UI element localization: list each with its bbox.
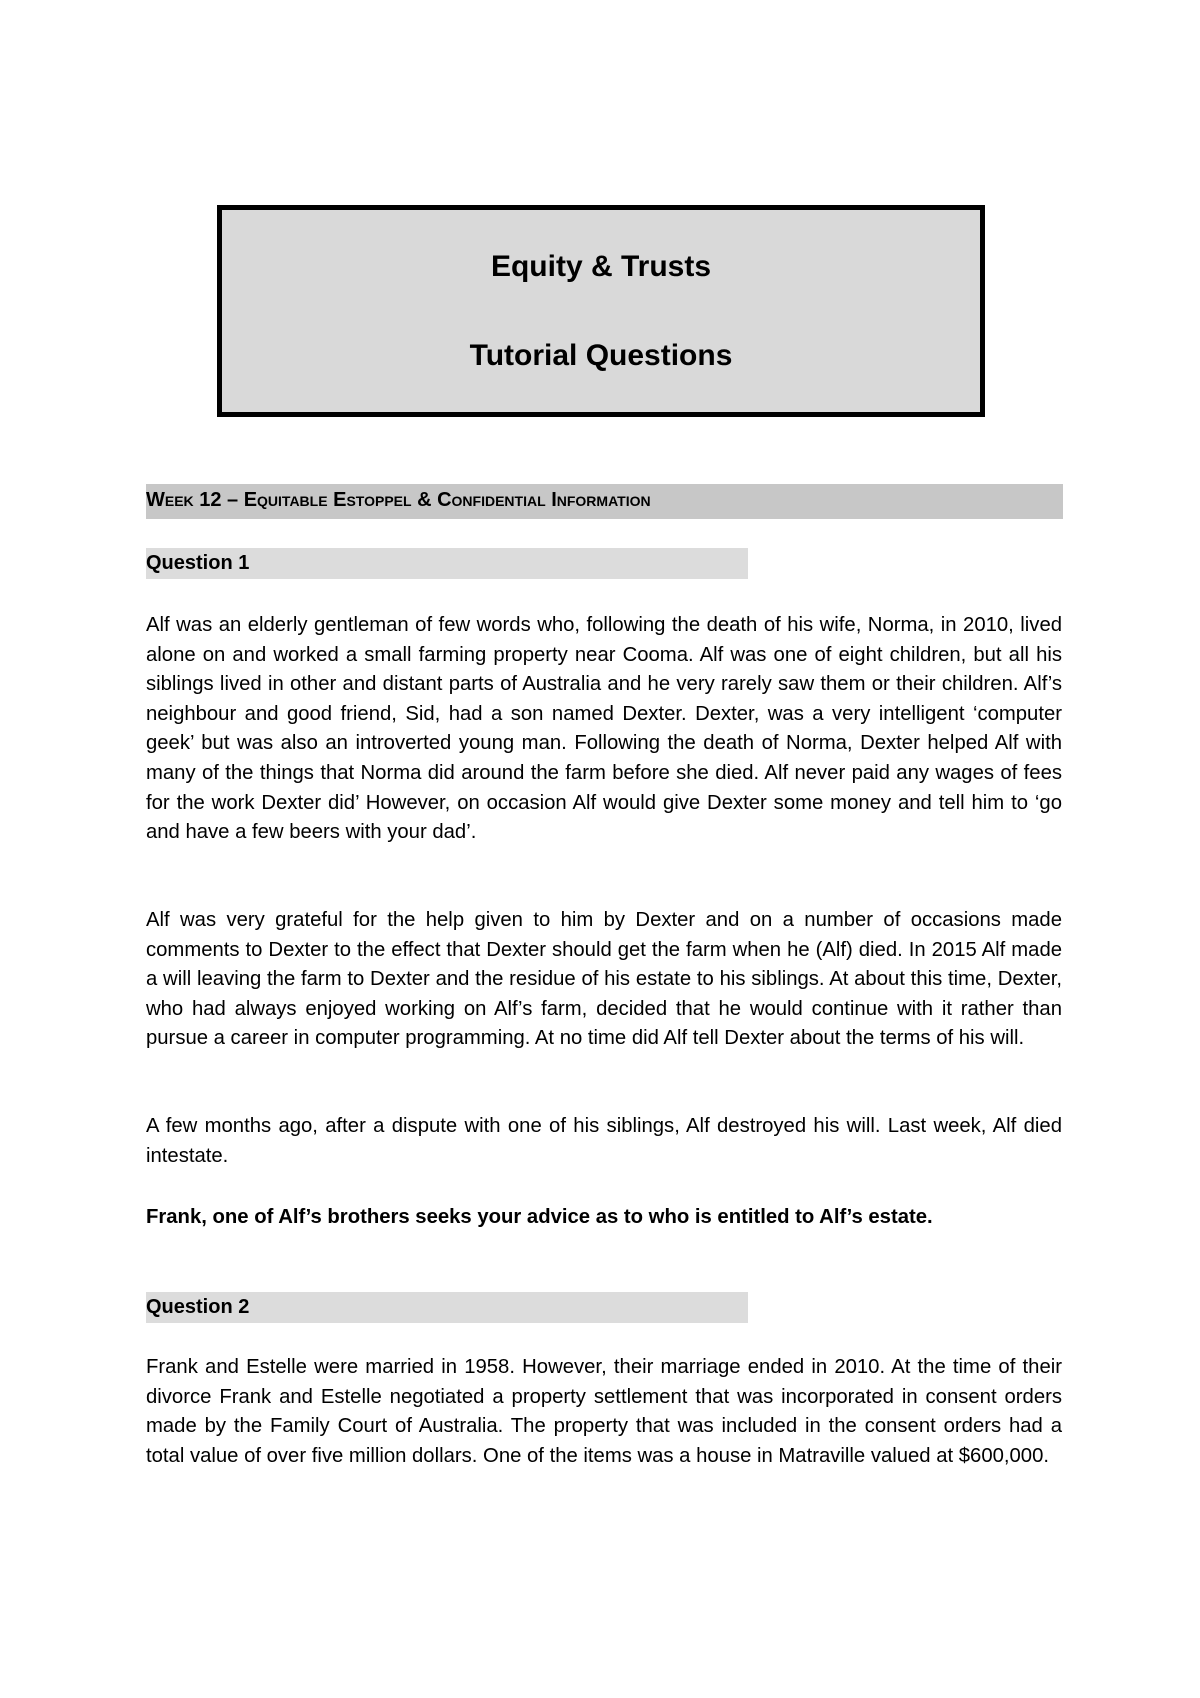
question-2-label: Question 2	[146, 1296, 250, 1318]
document-subtitle: Tutorial Questions	[469, 339, 733, 372]
question-1-heading-bar	[146, 548, 748, 579]
question-1-paragraph-2: Alf was very grateful for the help given to him by Dexter and on a number of occasions made comments to Dexter to the effect that Dexter should get the farm when he (Alf) died. In 2015 Alf made a will leaving the farm to Dexter and the residue of his estate to his siblings. At about this time, Dexter, who had always enjoyed working on Alf’s farm, decided that he would continue with it rather than pursue a career in computer programming. At no time did Alf tell Dexter about the terms of his will.	[146, 909, 1062, 1050]
document-title: Equity & Trusts	[490, 250, 712, 283]
question-1-paragraph-3: A few months ago, after a dispute with one of his siblings, Alf destroyed his will. Last week, Alf died intestate.	[146, 1115, 1062, 1167]
title-box	[217, 205, 985, 417]
question-2-heading-bar	[146, 1292, 748, 1323]
question-2-paragraph-1: Frank and Estelle were married in 1958. However, their marriage ended in 2010. At the time of their divorce Frank and Estelle negotiated a property settlement that was incorporated in consent orders made by the Family Court of Australia. The property that was included in the consent orders had a total value of over five million dollars. One of the items was a house in Matraville valued at $600,000.	[146, 1356, 1062, 1467]
question-1-task: Frank, one of Alf’s brothers seeks your advice as to who is entitled to Alf’s estate.	[146, 1206, 933, 1228]
question-1-label: Question 1	[146, 552, 250, 574]
week-heading-bar	[146, 484, 1063, 519]
question-1-paragraph-1: Alf was an elderly gentleman of few words who, following the death of his wife, Norma, in 2010, lived alone on and worked a small farming property near Cooma. Alf was one of eight children, but all his siblings lived in other and distant parts of Australia and he very rarely saw them or their children. Alf’s neighbour and good friend, Sid, had a son named Dexter. Dexter, was a very intelligent ‘computer geek’ but was also an introverted young man. Following the death of Norma, Dexter helped Alf with many of the things that Norma did around the farm before she died. Alf never paid any wages of fees for the work Dexter did’ However, on occasion Alf would give Dexter some money and tell him to ‘go and have a few beers with your dad’.	[146, 614, 1062, 844]
week-heading: Week 12 – Equitable Estoppel & Confidential Information	[146, 489, 651, 511]
